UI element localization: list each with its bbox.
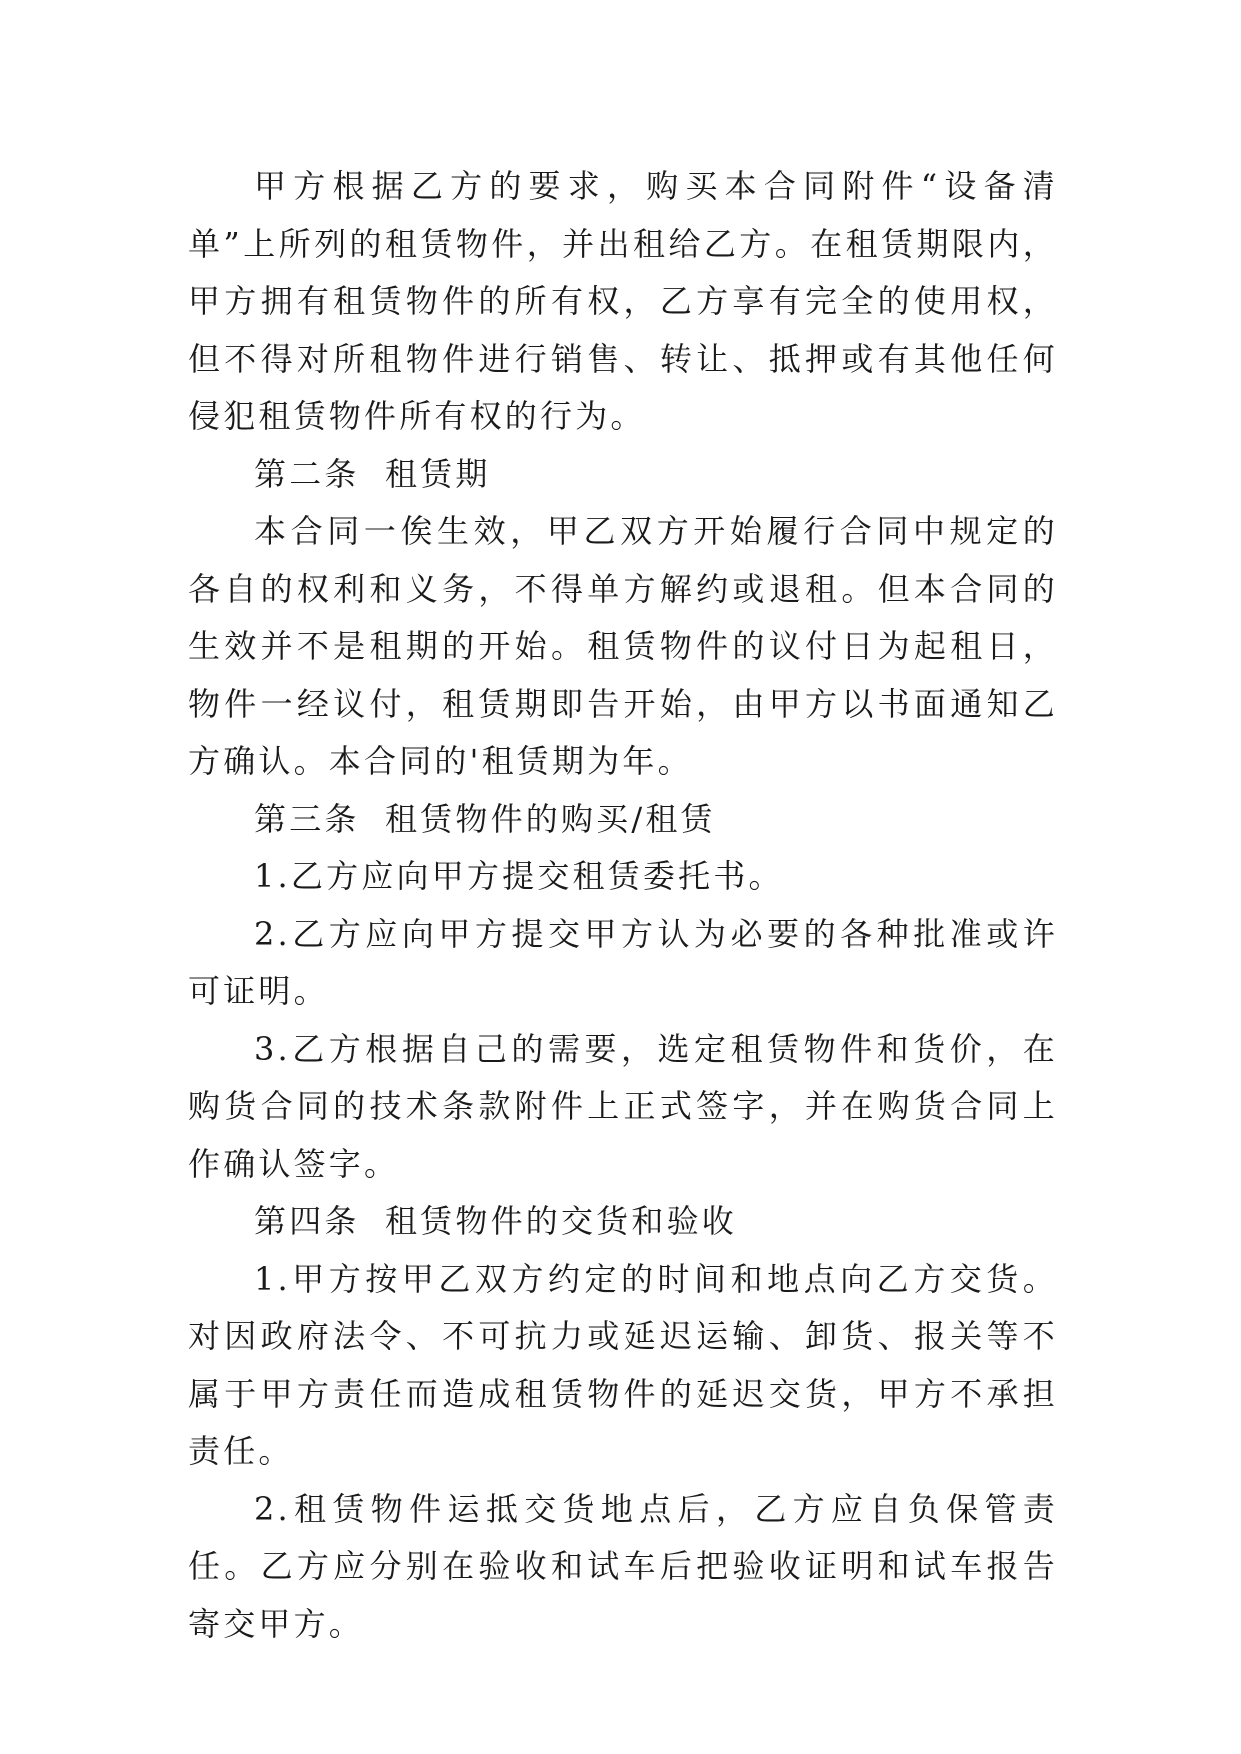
heading-article-4: 第四条 租赁物件的交货和验收 [254, 1202, 737, 1240]
paragraph-article-3-item-1: 1.乙方应向甲方提交租赁委托书。 [254, 857, 784, 895]
heading-article-3: 第三条 租赁物件的购买/租赁 [254, 799, 716, 838]
paragraph-lease-term: 本合同一俟生效，甲乙双方开始履行合同中规定的各自的权利和义务，不得单方解约或退租。但本合同的生效并不是租期的开始。租赁物件的议付日为起租日，物件一经议付，租赁期即告开始，由甲方以书面通知乙方确认。本合同的'租赁期为年。 [188, 512, 1058, 780]
paragraph-ownership: 甲方根据乙方的要求，购买本合同附件“设备清单”上所列的租赁物件，并出租给乙方。在租赁期限内，甲方拥有租赁物件的所有权，乙方享有完全的使用权，但不得对所租物件进行销售、转让、抵押或有其他任何侵犯租赁物件所有权的行为。 [188, 167, 1058, 435]
heading-article-2: 第二条 租赁期 [254, 454, 491, 493]
document-body [188, 158, 1058, 1653]
paragraph-article-4-item-2: 2.租赁物件运抵交货地点后，乙方应自负保管责任。乙方应分别在验收和试车后把验收证明和试车报告寄交甲方。 [188, 1489, 1058, 1643]
paragraph-article-3-item-3: 3.乙方根据自己的需要，选定租赁物件和货价，在购货合同的技术条款附件上正式签字，并在购货合同上作确认签字。 [188, 1029, 1058, 1183]
paragraph-article-4-item-1: 1.甲方按甲乙双方约定的时间和地点向乙方交货。对因政府法令、不可抗力或延迟运输、卸货、报关等不属于甲方责任而造成租赁物件的延迟交货，甲方不承担责任。 [188, 1259, 1058, 1470]
paragraph-article-3-item-2: 2.乙方应向甲方提交甲方认为必要的各种批准或许可证明。 [188, 914, 1058, 1010]
